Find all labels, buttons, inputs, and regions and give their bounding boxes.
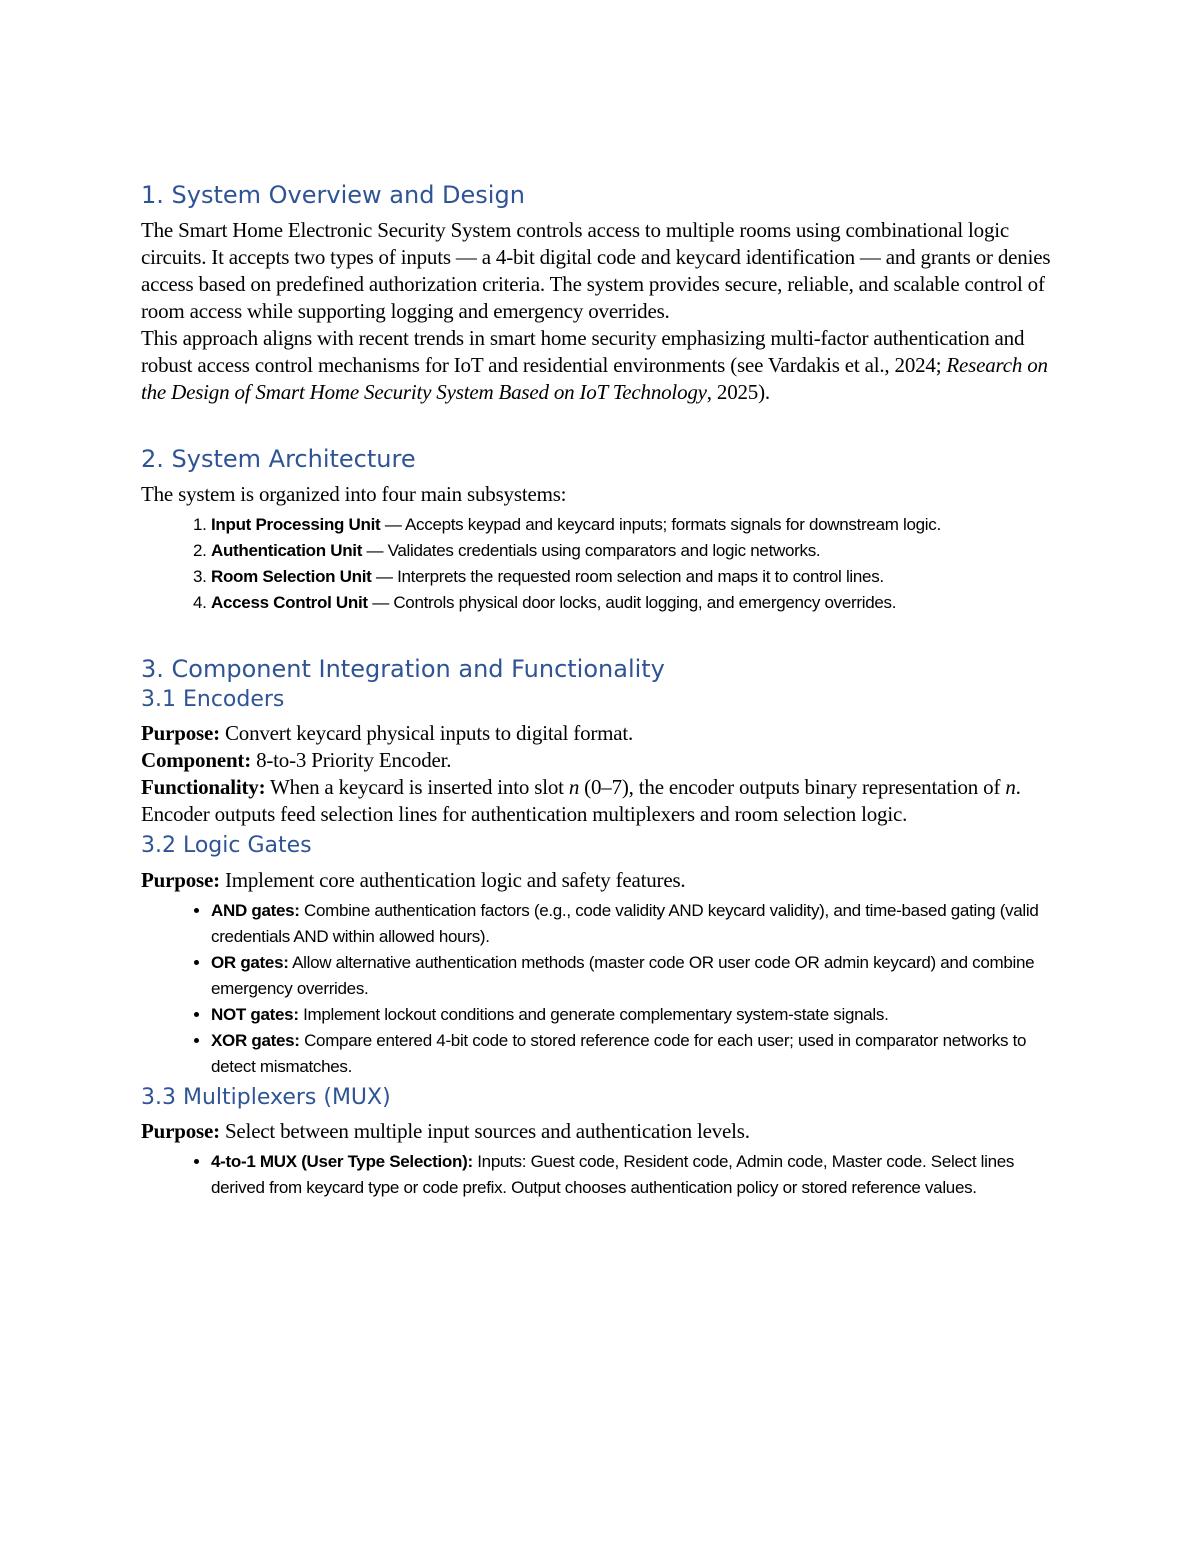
section-2-intro: The system is organized into four main subsystems: [141, 482, 567, 507]
list-item-title: XOR gates: [211, 1030, 300, 1050]
functionality-text-b: (0–7), the encoder outputs binary representation of [579, 775, 1006, 800]
slot-variable: n [568, 775, 580, 800]
list-item-text: — Accepts keypad and keycard inputs; formats signals for downstream logic. [380, 515, 941, 535]
section-1-paragraph-2-start: This approach aligns with recent trends in smart home security emphasizing multi-factor authentication and robust access control mechanisms for IoT and residential environments (see Vardakis et al., 2024; [141, 326, 1025, 378]
list-item-text: Inputs: Guest code, Resident code, Admin code, Master code. Select lines derived from keycard type or code prefix. Output chooses authentication policy or stored reference values. [211, 1152, 1015, 1198]
section-3-heading: 3. Component Integration and Functionality [141, 655, 665, 684]
functionality-text-c: . Encoder outputs feed selection lines for authentication multiplexers and room selection logic. [141, 775, 1021, 827]
list-item [211, 538, 1061, 564]
encoder-functionality [141, 774, 1061, 828]
component-text: 8-to-3 Priority Encoder. [251, 748, 452, 773]
subsystem-list [141, 512, 1061, 616]
list-item-title: Room Selection Unit [211, 567, 372, 587]
list-item [211, 950, 1061, 1002]
list-item [211, 512, 1061, 538]
purpose-label: Purpose: [141, 867, 220, 892]
logic-gates-purpose [141, 867, 1061, 894]
list-item-title: Authentication Unit [211, 541, 363, 561]
list-item [211, 1149, 1061, 1201]
list-item-title: 4-to-1 MUX (User Type Selection): [211, 1152, 473, 1172]
subsection-3-2-heading: 3.2 Logic Gates [141, 833, 312, 859]
list-item-text: Combine authentication factors (e.g., code validity AND keycard validity), and time-based gating (valid credentials AND within allowed hours). [211, 900, 1039, 946]
list-item-text: — Controls physical door locks, audit logging, and emergency overrides. [367, 593, 897, 613]
purpose-label: Purpose: [141, 721, 220, 746]
functionality-text-a: When a keycard is inserted into slot [265, 775, 569, 800]
purpose-label: Purpose: [141, 1119, 220, 1144]
list-item-text: — Validates credentials using comparators and logic networks. [362, 541, 821, 561]
list-item-title: NOT gates: [211, 1004, 299, 1024]
purpose-text: Select between multiple input sources and authentication levels. [219, 1119, 750, 1144]
list-item [211, 898, 1061, 950]
mux-purpose [141, 1118, 1061, 1145]
subsection-3-1-heading: 3.1 Encoders [141, 686, 285, 712]
list-item [211, 1002, 1061, 1028]
list-item-title: Input Processing Unit [211, 515, 381, 535]
mux-list [141, 1149, 1061, 1201]
slot-variable: n [1005, 775, 1016, 800]
subsection-3-3-heading: 3.3 Multiplexers (MUX) [141, 1084, 391, 1110]
list-item-title: Access Control Unit [211, 593, 368, 613]
section-1-heading: 1. System Overview and Design [141, 181, 525, 209]
section-1-paragraph-2 [141, 325, 1061, 406]
section-2-heading: 2. System Architecture [141, 445, 416, 474]
list-item-title: OR gates: [211, 952, 289, 972]
list-item-text: Compare entered 4-bit code to stored reference code for each user; used in comparator networks to detect mismatches. [211, 1030, 1027, 1076]
functionality-label: Functionality: [141, 775, 266, 800]
list-item-text: Allow alternative authentication methods (master code OR user code OR admin keycard) and combine emergency overrides. [211, 952, 1035, 998]
section-1-paragraph-1: The Smart Home Electronic Security System controls access to multiple rooms using combinational logic circuits. It accepts two types of inputs — a 4-bit digital code and keycard identification — and grants or denies access based on predefined authorization criteria. The system provides secure, reliable, and scalable control of room access while supporting logging and emergency overrides. [141, 218, 1051, 324]
list-item-title: AND gates: [211, 900, 300, 920]
encoder-component [141, 747, 1061, 774]
list-item [211, 590, 1061, 616]
encoder-purpose [141, 720, 1061, 747]
list-item [211, 564, 1061, 590]
list-item-text: Implement lockout conditions and generate complementary system-state signals. [298, 1004, 889, 1024]
list-item [211, 1028, 1061, 1080]
document-page [141, 180, 1061, 1201]
cited-title: Research on the Design of Smart Home Security System Based on IoT Technology [141, 353, 1048, 405]
component-label: Component: [141, 748, 252, 773]
list-item-text: — Interprets the requested room selection and maps it to control lines. [371, 567, 884, 587]
purpose-text: Convert keycard physical inputs to digital format. [219, 721, 634, 746]
logic-gates-list [141, 898, 1061, 1080]
purpose-text: Implement core authentication logic and safety features. [219, 867, 686, 892]
section-1-paragraph-2-end: , 2025). [706, 380, 770, 405]
